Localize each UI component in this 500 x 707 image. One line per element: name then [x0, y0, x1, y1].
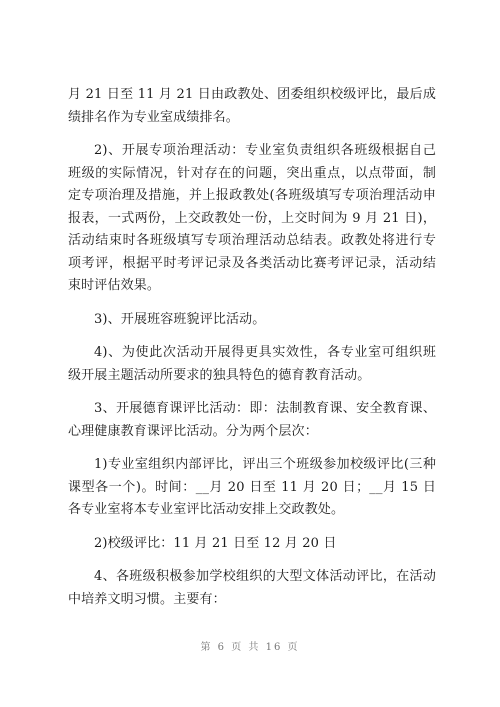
paragraph-special-governance: 2)、开展专项治理活动：专业室负责组织各班级根据自己班级的实际情况，针对存在的问题，突出重点，以点带面，制定专项治理及措施，并上报政教处(各班级填写专项治理活动申报表，一式两份，上交政教处一份，上交时间为 9 月 21 日)，活动结束时各班级填写专项治理活动总结表。政教处将进行专项考评，根据平时考评记录及各类活动比赛考评记录，活动结束时评估效果。: [68, 143, 436, 293]
paragraph-class-appearance: 3)、开展班容班貌评比活动。: [94, 311, 266, 327]
page-number-footer: 第 6 页 共 16 页: [200, 642, 300, 653]
paragraph-continuation: 月 21 日至 11 月 21 日由政教处、团委组织校级评比，最后成绩排名作为专业室成绩排名。: [68, 87, 436, 125]
paragraph-internal-review: 1)专业室组织内部评比，评出三个班级参加校级评比(三种课型各一个)。时间：__月 20 日至 11 月 20 日；__月 15 日各专业室将本专业室评比活动安排上交政教处。: [68, 457, 436, 517]
paragraph-cultural-activities: 4、各班级积极参加学校组织的大型文体活动评比，在活动中培养文明习惯。主要有：: [68, 569, 436, 607]
document-body: [68, 84, 436, 611]
paragraph-theme-activities: 4)、为使此次活动开展得更具实效性，各专业室可组织班级开展主题活动所要求的独具特色的德育教育活动。: [68, 345, 436, 383]
paragraph-school-review: 2)校级评比：11 月 21 日至 12 月 20 日: [94, 535, 337, 551]
paragraph-moral-course-contest: 3、开展德育课评比活动：即：法制教育课、安全教育课、心理健康教育课评比活动。分为两个层次：: [68, 401, 436, 439]
